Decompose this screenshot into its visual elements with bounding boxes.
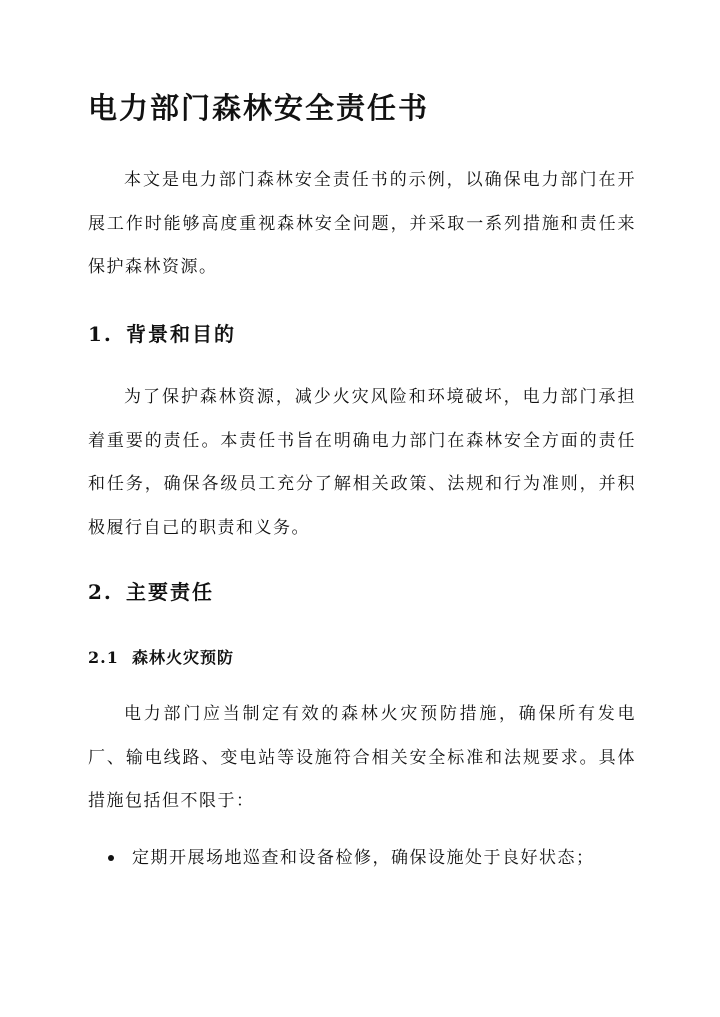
section-2-1-number: 2.1: [88, 648, 119, 667]
section-1-title: 背景和目的: [126, 322, 236, 346]
section-1-number: 1.: [88, 322, 113, 346]
section-2-1-paragraph: 电力部门应当制定有效的森林火灾预防措施，确保所有发电厂、输电线路、变电站等设施符合相关安全标准和法规要求。具体措施包括但不限于：: [88, 704, 636, 811]
bullet-icon: [108, 855, 114, 861]
section-1-heading: [88, 318, 236, 347]
document-title: 电力部门森林安全责任书: [88, 91, 430, 125]
section-2-number: 2.: [88, 580, 113, 604]
section-2-1-heading: [88, 645, 234, 668]
section-2-1-title: 森林火灾预防: [132, 648, 235, 667]
section-1-paragraph: 为了保护森林资源，减少火灾风险和环境破坏，电力部门承担着重要的责任。本责任书旨在明确电力部门在森林安全方面的责任和任务，确保各级员工充分了解相关政策、法规和行为准则，并积极履行自己的职责和义务。: [88, 387, 636, 538]
intro-paragraph: 本文是电力部门森林安全责任书的示例，以确保电力部门在开展工作时能够高度重视森林安全问题，并采取一系列措施和责任来保护森林资源。: [88, 170, 636, 277]
bullet-list: [88, 840, 648, 876]
section-2-heading: [88, 576, 214, 605]
list-item: [88, 840, 648, 876]
list-item-text: 定期开展场地巡查和设备检修，确保设施处于良好状态；: [132, 848, 595, 868]
section-2-title: 主要责任: [126, 580, 214, 604]
